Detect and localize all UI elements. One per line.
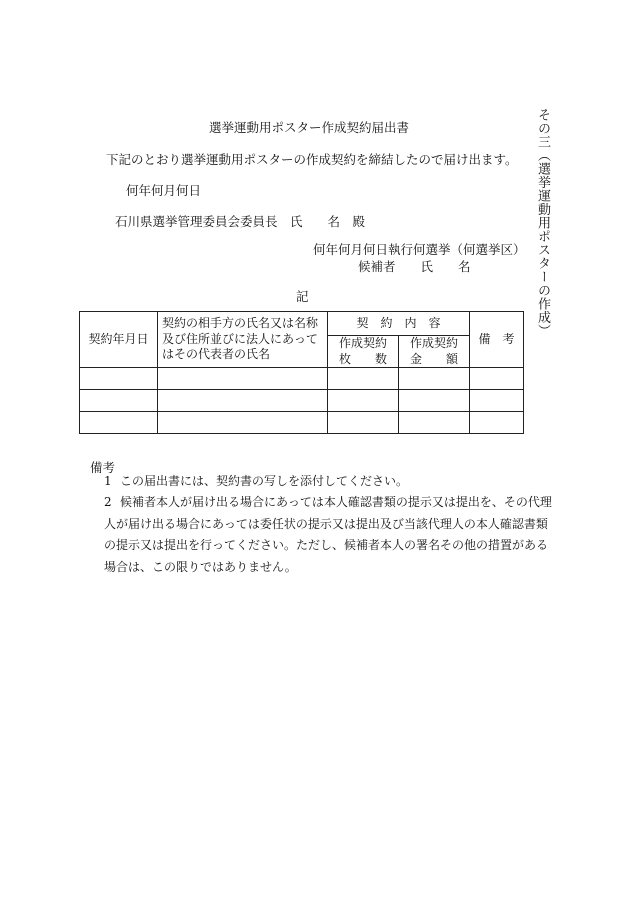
- candidate-name: 候補者 氏 名: [358, 259, 471, 274]
- header-remarks: 備 考: [470, 312, 524, 368]
- remarks-cell[interactable]: [470, 368, 524, 390]
- header-contract-party: 契約の相手方の氏名又は名称及び住所並びに法人にあってはその代表者の氏名: [158, 312, 328, 368]
- copies-cell[interactable]: [328, 368, 399, 390]
- addressee: 石川県選挙管理委員会委員長 氏 名 殿: [115, 214, 366, 229]
- contract-table: [79, 311, 524, 434]
- contract-date-cell[interactable]: [80, 390, 158, 412]
- header-amount: 作成契約 金 額: [399, 336, 470, 368]
- form-side-label: その三（選挙運動用ポスターの作成）: [535, 108, 550, 338]
- remarks-cell[interactable]: [470, 412, 524, 434]
- header-contract-content: 契 約 内 容: [328, 312, 470, 336]
- note-text: 候補者本人が届け出る場合にあっては本人確認書類の提示又は提出を、その代理人が届け出る場合にあっては委任状の提示又は提出及び当該代理人の本人確認書類の提示又は提出を行ってください。ただし、候補者本人の署名その他の措置がある場合は、この限りではありません。: [104, 495, 552, 574]
- remarks-cell[interactable]: [470, 390, 524, 412]
- copies-cell[interactable]: [328, 390, 399, 412]
- amount-cell[interactable]: [399, 368, 470, 390]
- amount-cell[interactable]: [399, 412, 470, 434]
- note-number: 1: [104, 474, 112, 488]
- election-name: 何年何月何日執行何選挙（何選挙区）: [313, 242, 526, 257]
- party-cell[interactable]: [158, 390, 328, 412]
- note-item: [104, 471, 408, 493]
- note-item: [104, 492, 556, 578]
- header-contract-date: 契約年月日: [80, 312, 158, 368]
- contract-date-cell[interactable]: [80, 368, 158, 390]
- contract-date-cell[interactable]: [80, 412, 158, 434]
- document-title: 選挙運動用ポスター作成契約届出書: [208, 120, 409, 135]
- header-copies: 作成契約 枚 数: [328, 336, 399, 368]
- submission-date: 何年何月何日: [126, 183, 202, 198]
- intro-text: 下記のとおり選挙運動用ポスターの作成契約を締結したので届け出ます。: [106, 152, 518, 167]
- table-row: [80, 412, 524, 434]
- table-row: [80, 368, 524, 390]
- notes-title: 備考: [90, 460, 116, 475]
- note-number: 2: [104, 495, 112, 509]
- amount-cell[interactable]: [399, 390, 470, 412]
- party-cell[interactable]: [158, 412, 328, 434]
- party-cell[interactable]: [158, 368, 328, 390]
- note-text: この届出書には、契約書の写しを添付してください。: [120, 474, 409, 488]
- table-row: [80, 390, 524, 412]
- copies-cell[interactable]: [328, 412, 399, 434]
- ki-label: 記: [296, 289, 309, 304]
